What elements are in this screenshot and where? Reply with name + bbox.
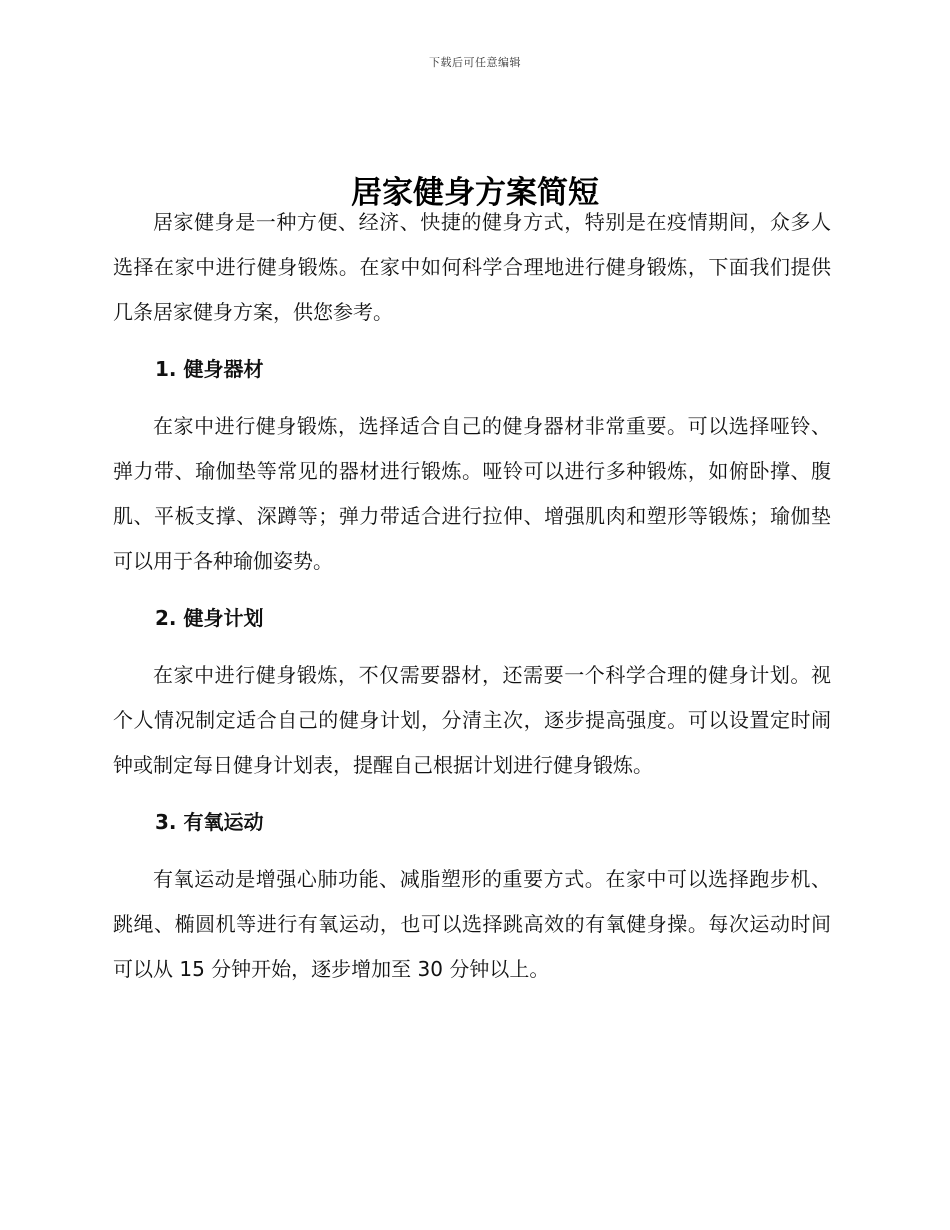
document-body: [113, 200, 831, 992]
section-heading-equipment: 1. 健身器材: [155, 357, 264, 381]
page-header-note: 下载后可任意编辑: [429, 56, 521, 69]
section-body-plan: 在家中进行健身锻炼，不仅需要器材，还需要一个科学合理的健身计划。视个人情况制定适合自己的健身计划，分清主次，逐步提高强度。可以设置定时闹钟或制定每日健身计划表，提醒自己根据计划进行健身锻炼。: [113, 663, 831, 777]
section-body-equipment: 在家中进行健身锻炼，选择适合自己的健身器材非常重要。可以选择哑铃、弹力带、瑜伽垫等常见的器材进行锻炼。哑铃可以进行多种锻炼，如俯卧撑、腹肌、平板支撑、深蹲等；弹力带适合进行拉伸、增强肌肉和塑形等锻炼；瑜伽垫可以用于各种瑜伽姿势。: [113, 414, 831, 573]
section-heading-plan: 2. 健身计划: [155, 606, 264, 630]
intro-paragraph: 居家健身是一种方便、经济、快捷的健身方式，特别是在疫情期间，众多人选择在家中进行健身锻炼。在家中如何科学合理地进行健身锻炼，下面我们提供几条居家健身方案，供您参考。: [113, 210, 831, 324]
section-heading-aerobic: 3. 有氧运动: [155, 810, 264, 834]
section-body-aerobic: 有氧运动是增强心肺功能、减脂塑形的重要方式。在家中可以选择跑步机、跳绳、椭圆机等进行有氧运动，也可以选择跳高效的有氧健身操。每次运动时间可以从 15 分钟开始，逐步增加至 30 分钟以上。: [113, 867, 831, 981]
document-title: 居家健身方案简短: [351, 174, 599, 211]
